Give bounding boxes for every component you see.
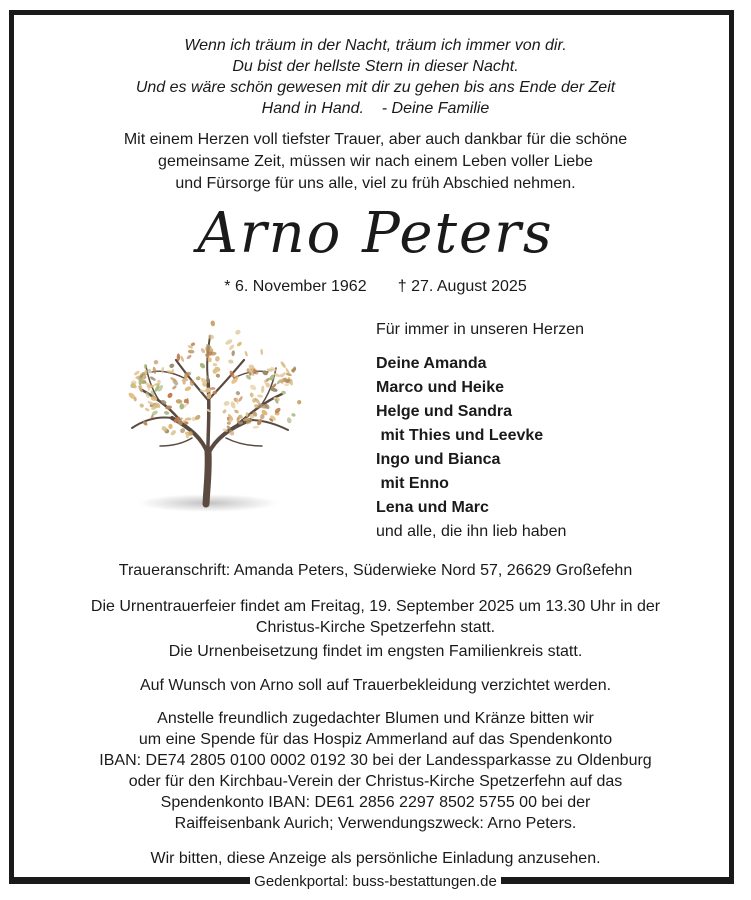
tree-leaf bbox=[215, 356, 221, 362]
poem-line: Und es wäre schön gewesen mit dir zu gehen bis ans Ende der Zeit bbox=[135, 79, 616, 96]
family-closing: und alle, die ihn lieb haben bbox=[376, 523, 567, 540]
tree-leaf bbox=[236, 341, 243, 347]
intro-text bbox=[0, 129, 751, 195]
donation-line: Spendenkonto IBAN: DE61 2856 2297 8502 5755 00 bei der bbox=[160, 794, 591, 811]
tree-leaf bbox=[284, 383, 289, 386]
family-heading: Für immer in unseren Herzen bbox=[376, 321, 585, 338]
tree-leaf bbox=[161, 367, 165, 374]
poem-line: Wenn ich träum in der Nacht, träum ich immer von dir. bbox=[184, 37, 567, 54]
poem bbox=[0, 35, 751, 119]
family-member: Marco und Heike bbox=[376, 379, 505, 396]
tree-leaf bbox=[133, 370, 140, 376]
deceased-name: Arno Peters bbox=[197, 201, 554, 266]
tree-leaf bbox=[169, 363, 175, 369]
tree-leaf bbox=[224, 338, 233, 346]
poem-line: Hand in Hand. - Deine Familie bbox=[261, 100, 490, 117]
tree-leaf bbox=[260, 349, 263, 355]
tree-leaf bbox=[230, 401, 237, 409]
ceremony-line: Christus-Kirche Spetzerfehn statt. bbox=[255, 619, 496, 636]
family-member: Lena und Marc bbox=[376, 499, 489, 516]
tree-leaf bbox=[296, 399, 302, 405]
donation-line: IBAN: DE74 2805 0100 0002 0192 30 bei der Landessparkasse zu Oldenburg bbox=[99, 752, 652, 769]
tree-leaf bbox=[168, 424, 172, 429]
tree-leaf bbox=[167, 392, 174, 399]
tree-leaf bbox=[280, 361, 287, 369]
family-list bbox=[376, 320, 716, 544]
tree-leaf bbox=[210, 387, 215, 390]
tree-leaf bbox=[223, 400, 230, 407]
tree-leaf bbox=[171, 385, 177, 391]
tree-leaf bbox=[199, 362, 206, 369]
tree-leaf bbox=[252, 426, 259, 429]
tree-leaf bbox=[261, 385, 265, 393]
footer-rule-left bbox=[9, 882, 250, 884]
tree-leaf bbox=[144, 407, 150, 412]
life-dates bbox=[0, 277, 751, 297]
tree-leaf bbox=[222, 409, 227, 414]
donation-line: Anstelle freundlich zugedachter Blumen und Kränze bitten wir bbox=[157, 710, 594, 727]
family-member: Deine Amanda bbox=[376, 355, 487, 372]
tree-leaf bbox=[179, 403, 184, 410]
tree-leaf bbox=[291, 413, 296, 418]
intro-line: gemeinsame Zeit, müssen wir nach einem Leben voller Liebe bbox=[158, 153, 593, 170]
tree-leaf bbox=[176, 399, 183, 404]
tree-leaf bbox=[234, 409, 240, 414]
tree-leaf bbox=[234, 329, 241, 336]
donation-line: oder für den Kirchbau-Verein der Christus-Kirche Spetzerfehn auf das bbox=[128, 773, 623, 790]
tree-leaf bbox=[235, 390, 241, 396]
tree-leaf bbox=[186, 354, 192, 360]
burial-info: Die Urnenbeisetzung findet im engsten Familienkreis statt. bbox=[168, 643, 583, 660]
tree-leaf bbox=[189, 380, 194, 387]
tree-leaf bbox=[257, 394, 263, 398]
tree-leaf bbox=[177, 353, 180, 361]
tree-leaf bbox=[207, 334, 214, 340]
tree-leaf bbox=[210, 320, 215, 327]
tree-leaf bbox=[228, 344, 235, 351]
donation-line: Raiffeisenbank Aurich; Verwendungszweck: Arno Peters. bbox=[174, 815, 577, 832]
ceremony-line: Die Urnentrauerfeier findet am Freitag, 19. September 2025 um 13.30 Uhr in der bbox=[90, 598, 661, 615]
tree-leaf bbox=[181, 378, 188, 382]
tree-leaf bbox=[188, 349, 195, 353]
tree-leaf bbox=[244, 350, 248, 356]
intro-line: und Fürsorge für uns alle, viel zu früh Abschied nehmen. bbox=[175, 175, 576, 192]
footer-rule-right bbox=[501, 882, 734, 884]
footer-portal-link[interactable]: Gedenkportal: buss-bestattungen.de bbox=[250, 873, 501, 890]
tree-leaf bbox=[148, 369, 152, 374]
tree-illustration bbox=[112, 320, 312, 520]
tree-leaf bbox=[249, 392, 254, 398]
birth-date: * 6. November 1962 bbox=[224, 278, 367, 295]
tree-leaf bbox=[170, 429, 177, 436]
tree-leaf bbox=[180, 355, 185, 362]
tree-leaf bbox=[249, 384, 257, 392]
tree-leaf bbox=[139, 403, 145, 409]
tree-leaf bbox=[184, 386, 192, 392]
tree-leaf bbox=[286, 417, 292, 424]
tree-leaf bbox=[231, 350, 235, 356]
tree-leaf bbox=[256, 418, 263, 426]
tree-leaf bbox=[228, 359, 234, 364]
family-member: mit Enno bbox=[376, 475, 449, 492]
dress-info: Auf Wunsch von Arno soll auf Trauerbekleidung verzichtet werden. bbox=[139, 677, 612, 694]
tree-leaf bbox=[200, 347, 206, 354]
tree-leaf bbox=[164, 411, 170, 416]
donation-line: um eine Spende für das Hospiz Ammerland auf das Spendenkonto bbox=[138, 731, 613, 748]
death-date: † 27. August 2025 bbox=[397, 278, 527, 295]
tree-leaf bbox=[152, 366, 157, 374]
poem-line: Du bist der hellste Stern in dieser Nacht. bbox=[232, 58, 519, 75]
family-member: Helge und Sandra bbox=[376, 403, 513, 420]
family-member: Ingo und Bianca bbox=[376, 451, 501, 468]
mourning-address: Traueranschrift: Amanda Peters, Süderwieke Nord 57, 26629 Großefehn bbox=[118, 562, 633, 579]
tree-leaf bbox=[195, 376, 200, 381]
donation-info bbox=[0, 708, 751, 834]
tree-leaf bbox=[153, 359, 159, 365]
tree-leaf bbox=[215, 373, 220, 378]
tree-leaf bbox=[212, 363, 217, 367]
intro-line: Mit einem Herzen voll tiefster Trauer, aber auch dankbar für die schöne bbox=[123, 131, 628, 148]
family-member: mit Thies und Leevke bbox=[376, 427, 544, 444]
ceremony-info bbox=[0, 596, 751, 638]
invitation-note: Wir bitten, diese Anzeige als persönliche Einladung anzusehen. bbox=[150, 850, 601, 867]
